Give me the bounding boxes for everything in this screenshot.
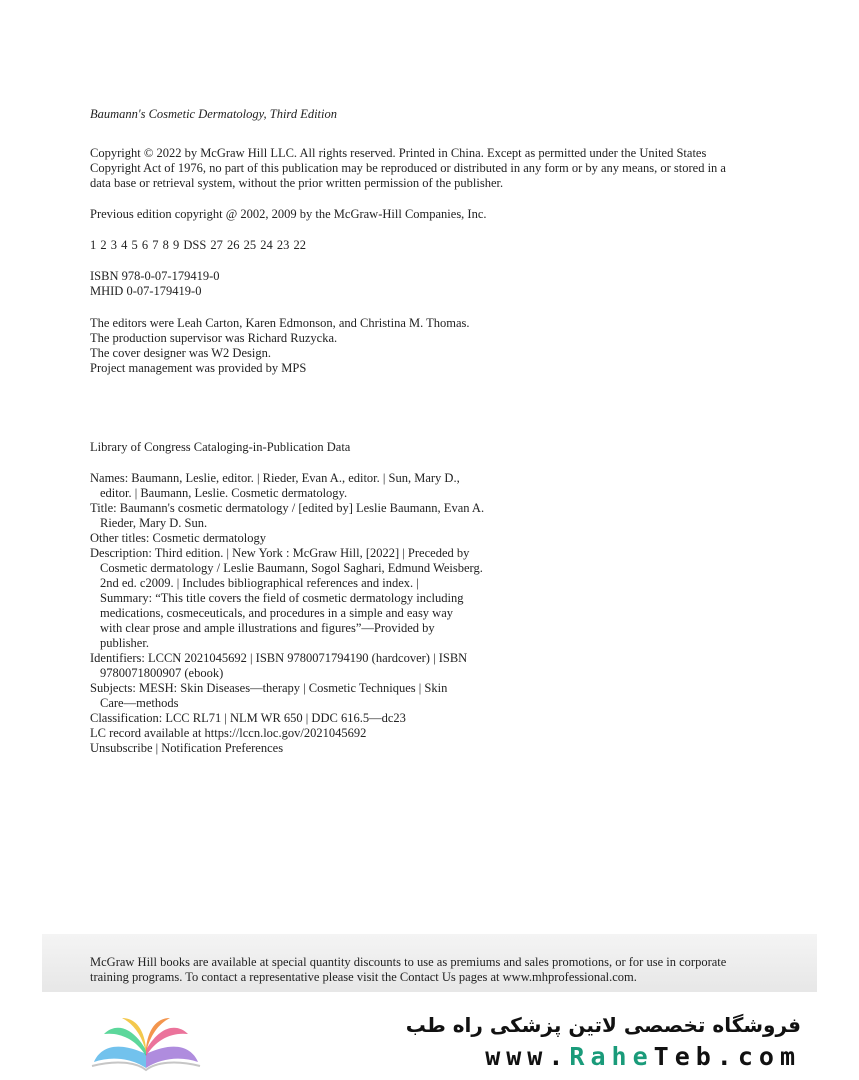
copyright-line: Copyright © 2022 by McGraw Hill LLC. All rights reserved. Printed in China. Except as permitted under the United States — [90, 146, 707, 160]
cip-line: Unsubscribe | Notification Preferences — [90, 741, 284, 755]
cip-line: editor. | Baumann, Leslie. Cosmetic dermatology. — [100, 486, 348, 500]
isbn-block — [90, 269, 220, 299]
cip-line: Title: Baumann's cosmetic dermatology / [edited by] Leslie Baumann, Evan A. — [90, 501, 485, 515]
credit-line: The editors were Leah Carton, Karen Edmonson, and Christina M. Thomas. — [90, 316, 470, 330]
cip-line: Description: Third edition. | New York : McGraw Hill, [2022] | Preceded by — [90, 546, 470, 560]
cip-line: Rieder, Mary D. Sun. — [100, 516, 208, 530]
cip-line: with clear prose and ample illustrations and figures”—Provided by — [100, 621, 435, 635]
printing-line: 1 2 3 4 5 6 7 8 9 DSS 27 26 25 24 23 22 — [90, 238, 307, 252]
copyright-line: Copyright Act of 1976, no part of this publication may be reproduced or distributed in any form or by any means, or stored in a — [90, 161, 726, 175]
cip-line: Care—methods — [100, 696, 179, 710]
book-title: Baumann's Cosmetic Dermatology, Third Edition — [90, 107, 337, 121]
footer-notice — [90, 955, 750, 985]
footer-line: McGraw Hill books are available at special quantity discounts to use as premiums and sales promotions, or for use in corporate — [90, 955, 727, 969]
mhid: MHID 0-07-179419-0 — [90, 284, 202, 298]
cip-entries — [90, 471, 484, 756]
website-rest: Teb.com — [653, 1042, 801, 1071]
credit-line: The cover designer was W2 Design. — [90, 346, 271, 360]
cip-line: Cosmetic dermatology / Leslie Baumann, Sogol Saghari, Edmund Weisberg. — [100, 561, 483, 575]
copyright-line: data base or retrieval system, without the prior written permission of the publisher. — [90, 176, 504, 190]
credit-line: The production supervisor was Richard Ruzycka. — [90, 331, 338, 345]
cip-line: Summary: “This title covers the field of cosmetic dermatology including — [100, 591, 464, 605]
footer-line: training programs. To contact a representative please visit the Contact Us pages at www.mhprofessional.com. — [90, 970, 637, 984]
cip-line: Classification: LCC RL71 | NLM WR 650 | DDC 616.5—dc23 — [90, 711, 406, 725]
cip-line: Names: Baumann, Leslie, editor. | Rieder, Evan A., editor. | Sun, Mary D., — [90, 471, 460, 485]
cip-line: 9780071800907 (ebook) — [100, 666, 224, 680]
cip-line: 2nd ed. c2009. | Includes bibliographical references and index. | — [100, 576, 419, 590]
isbn: ISBN 978-0-07-179419-0 — [90, 269, 220, 283]
cip-heading: Library of Congress Cataloging-in-Publication Data — [90, 440, 351, 454]
store-name-persian: فروشگاه تخصصی لاتین پزشکی راه طب — [405, 1013, 801, 1037]
website-prefix: www. — [485, 1042, 570, 1071]
website-accent: Rahe — [569, 1042, 654, 1071]
cip-line: Subjects: MESH: Skin Diseases—therapy | Cosmetic Techniques | Skin — [90, 681, 448, 695]
cip-line: LC record available at https://lccn.loc.gov/2021045692 — [90, 726, 367, 740]
website-url — [485, 1042, 801, 1071]
credits-block — [90, 316, 470, 376]
cip-line: medications, cosmeceuticals, and procedures in a simple and easy way — [100, 606, 454, 620]
cip-line: Other titles: Cosmetic dermatology — [90, 531, 267, 545]
cip-line: publisher. — [100, 636, 149, 650]
cip-line: Identifiers: LCCN 2021045692 | ISBN 9780071794190 (hardcover) | ISBN — [90, 651, 468, 665]
open-book-logo-icon — [86, 1010, 206, 1074]
copyright-notice — [90, 146, 747, 191]
previous-edition: Previous edition copyright @ 2002, 2009 by the McGraw-Hill Companies, Inc. — [90, 207, 487, 221]
credit-line: Project management was provided by MPS — [90, 361, 307, 375]
